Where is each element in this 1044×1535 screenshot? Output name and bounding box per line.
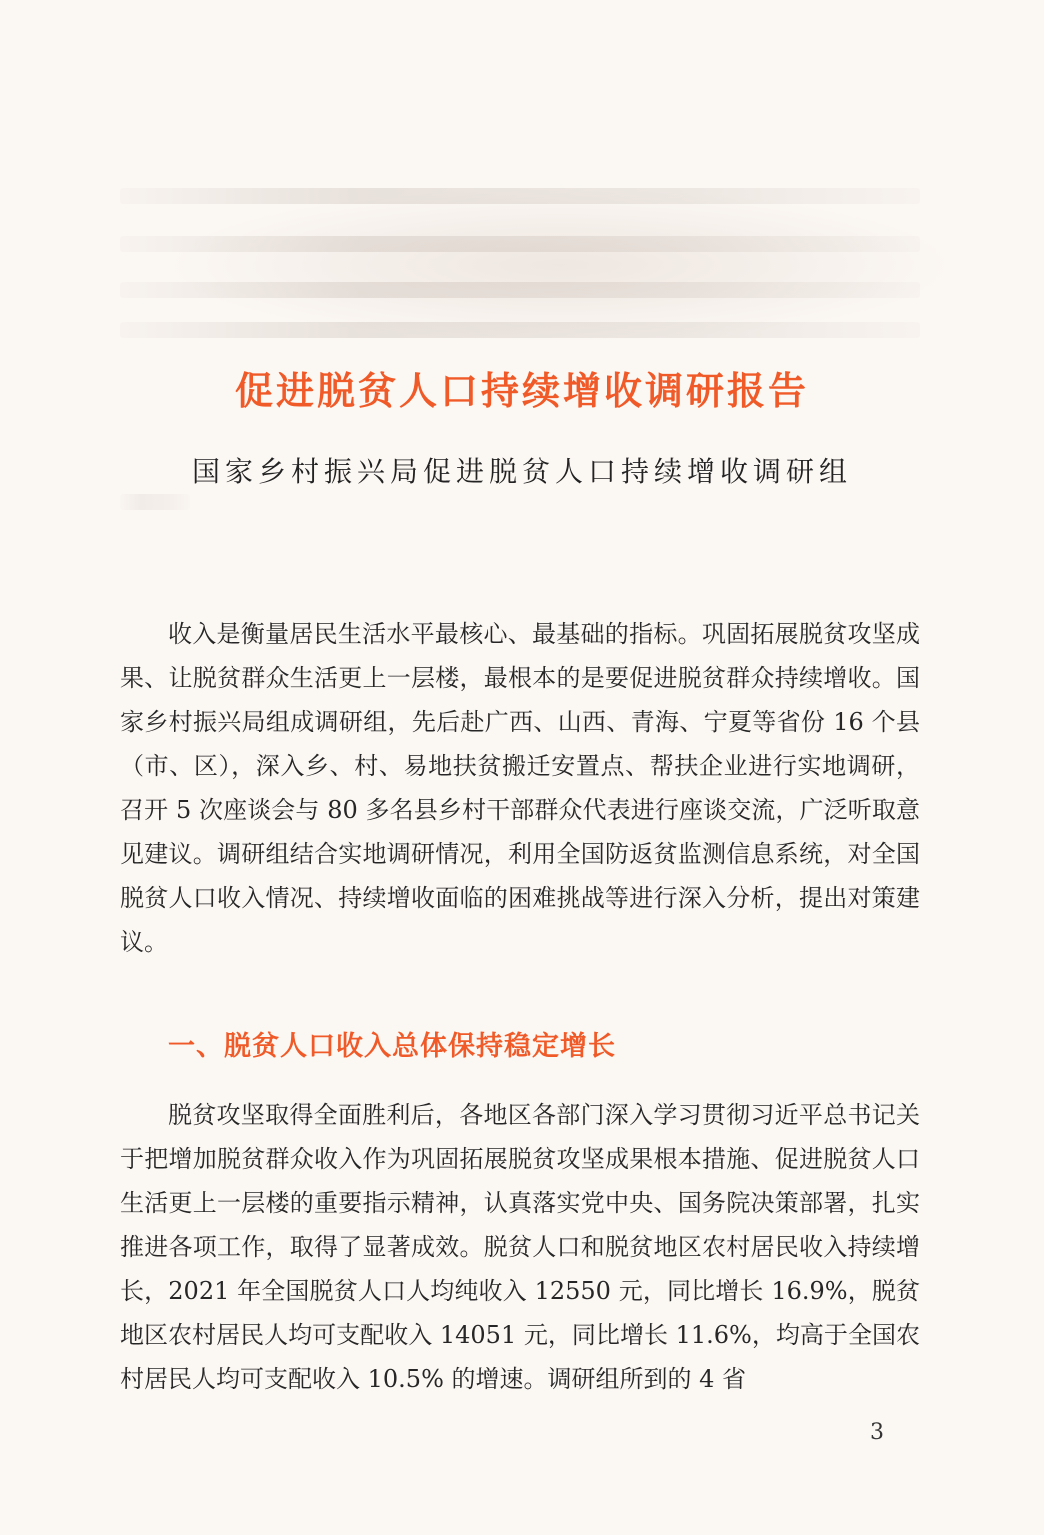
show-through-line xyxy=(120,322,920,338)
show-through-line xyxy=(120,282,920,298)
section-paragraph: 脱贫攻坚取得全面胜利后，各地区各部门深入学习贯彻习近平总书记关于把增加脱贫群众收入作为巩固拓展脱贫攻坚成果根本措施、促进脱贫人口生活更上一层楼的重要指示精神，认真落实党中央、国务院决策部署，扎实推进各项工作，取得了显著成效。脱贫人口和脱贫地区农村居民收入持续增长，2021 年全国脱贫人口人均纯收入 12550 元，同比增长 16.9%，脱贫地区农村居民人均可支配收入 14051 元，同比增长 11.6%，均高于全国农村居民人均可支配收入 10.5% 的增速。调研组所到的 4 省 xyxy=(120,1101,920,1393)
report-title: 促进脱贫人口持续增收调研报告 xyxy=(234,369,809,413)
page-number: 3 xyxy=(870,1420,884,1445)
show-through-line xyxy=(120,188,920,204)
show-through-line xyxy=(120,494,190,510)
intro-paragraph: 收入是衡量居民生活水平最核心、最基础的指标。巩固拓展脱贫攻坚成果、让脱贫群众生活更上一层楼，最根本的是要促进脱贫群众持续增收。国家乡村振兴局组成调研组，先后赴广西、山西、青海、宁夏等省份 16 个县（市、区），深入乡、村、易地扶贫搬迁安置点、帮扶企业进行实地调研，召开 5 次座谈会与 80 多名县乡村干部群众代表进行座谈交流，广泛听取意见建议。调研组结合实地调研情况，利用全国防返贫监测信息系统，对全国脱贫人口收入情况、持续增收面临的困难挑战等进行深入分析，提出对策建议。 xyxy=(120,620,920,956)
show-through-line xyxy=(120,236,920,252)
report-author: 国家乡村振兴局促进脱贫人口持续增收调研组 xyxy=(191,455,852,488)
section-heading: 一、脱贫人口收入总体保持稳定增长 xyxy=(168,1031,616,1062)
